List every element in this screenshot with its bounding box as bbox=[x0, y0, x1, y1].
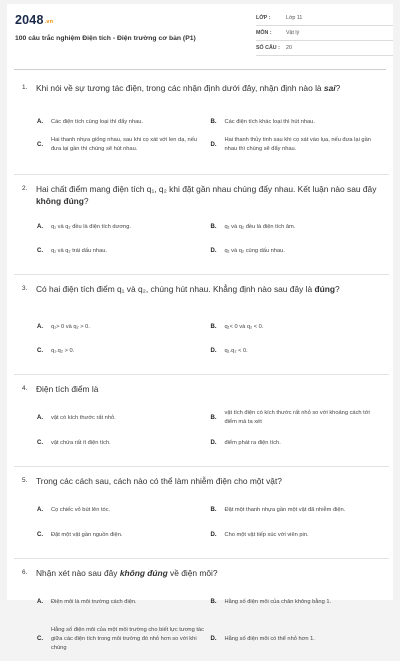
answer-options bbox=[37, 213, 384, 261]
option-label: D. bbox=[210, 635, 217, 642]
meta-row-subject: MÔN : Vật lý bbox=[256, 26, 393, 41]
question-stem bbox=[22, 82, 384, 112]
question-text-main: Điện tích điểm là bbox=[36, 384, 99, 394]
answer-options bbox=[37, 495, 384, 545]
answer-options bbox=[37, 313, 384, 361]
answer-option-c[interactable] bbox=[37, 132, 211, 158]
question-1 bbox=[22, 82, 384, 158]
option-text: q₁.q₂ > 0. bbox=[51, 347, 75, 354]
option-label: C. bbox=[37, 347, 43, 354]
option-label: D. bbox=[210, 247, 217, 254]
question-text-emphasis: không đúng bbox=[119, 568, 168, 578]
option-label: A. bbox=[37, 323, 43, 330]
site-logo[interactable]: 2048.vn bbox=[15, 13, 54, 27]
meta-row-class: LỚP : Lớp 11 bbox=[256, 11, 393, 26]
question-spacer bbox=[22, 545, 384, 558]
option-text: Các điện tích khác loại thì hút nhau. bbox=[224, 118, 315, 125]
question-spacer bbox=[22, 467, 384, 475]
question-text bbox=[36, 183, 384, 213]
answer-option-a[interactable] bbox=[37, 213, 211, 241]
option-row bbox=[37, 313, 384, 341]
option-row bbox=[37, 495, 384, 525]
question-text-main: Nhận xét nào sau đây bbox=[36, 568, 120, 578]
option-text: Cho một vật tiếp xúc với viên pin. bbox=[224, 531, 309, 538]
question-5 bbox=[22, 475, 384, 545]
worksheet-header bbox=[14, 4, 386, 70]
question-text bbox=[36, 82, 340, 112]
question-text bbox=[36, 475, 282, 495]
option-label: D. bbox=[210, 531, 217, 538]
option-text: Cọ chiếc vỏ bút lên tóc. bbox=[51, 506, 111, 513]
question-spacer bbox=[22, 275, 384, 283]
option-row bbox=[37, 241, 384, 261]
question-stem bbox=[22, 567, 384, 587]
answer-option-b[interactable] bbox=[211, 213, 385, 241]
option-label: D. bbox=[210, 347, 217, 354]
option-text: Hai thanh nhựa giống nhau, sau khi cọ xát với len dạ, nếu đưa lại gần thì chúng sẽ hút nhau. bbox=[51, 137, 198, 152]
option-row bbox=[37, 112, 384, 132]
answer-option-d[interactable] bbox=[211, 132, 385, 158]
option-row bbox=[37, 433, 384, 453]
answer-option-b[interactable] bbox=[211, 495, 385, 525]
question-stem bbox=[22, 183, 384, 213]
option-text: q₁< 0 và q₂ < 0. bbox=[224, 323, 264, 330]
option-row bbox=[37, 341, 384, 361]
option-text: q₁ và q₂ cùng dấu nhau. bbox=[224, 247, 285, 254]
answer-option-d[interactable] bbox=[211, 433, 385, 453]
question-text-emphasis: sai bbox=[323, 83, 336, 93]
option-label: C. bbox=[37, 439, 43, 446]
option-text: q₁> 0 và q₂ > 0. bbox=[51, 323, 90, 330]
option-text: q₁.q₂ < 0. bbox=[224, 347, 248, 354]
option-text: Đặt một thanh nhựa gần một vật đã nhiễm điện. bbox=[224, 506, 346, 513]
answer-option-d[interactable] bbox=[211, 341, 385, 361]
option-label: A. bbox=[37, 598, 43, 605]
question-text-emphasis: không đúng bbox=[36, 196, 84, 206]
option-label: B. bbox=[210, 414, 217, 421]
question-spacer bbox=[22, 559, 384, 567]
answer-option-c[interactable] bbox=[37, 241, 211, 261]
option-label: B. bbox=[210, 223, 217, 230]
option-text: vật tích điện có kích thước rất nhỏ so với khoảng cách tới điểm mà ta xét bbox=[224, 410, 370, 425]
question-2 bbox=[22, 183, 384, 261]
option-label: A. bbox=[37, 506, 43, 513]
question-list bbox=[22, 82, 384, 661]
question-6 bbox=[22, 567, 384, 661]
question-text-end: về điện môi? bbox=[167, 568, 218, 578]
question-text-main: Trong các cách sau, cách nào có thể làm nhiễm điện cho một vật? bbox=[36, 476, 282, 486]
question-stem bbox=[22, 283, 384, 313]
option-label: B. bbox=[210, 506, 217, 513]
question-stem bbox=[22, 475, 384, 495]
question-number: 5. bbox=[22, 477, 28, 484]
answer-option-d[interactable] bbox=[211, 241, 385, 261]
answer-options bbox=[37, 587, 384, 661]
answer-option-a[interactable] bbox=[37, 313, 211, 341]
answer-option-c[interactable] bbox=[37, 341, 211, 361]
answer-option-d[interactable] bbox=[211, 617, 385, 661]
option-row bbox=[37, 213, 384, 241]
option-text: Các điện tích cùng loại thì đẩy nhau. bbox=[51, 118, 144, 125]
answer-option-b[interactable] bbox=[211, 587, 385, 617]
answer-option-b[interactable] bbox=[211, 112, 385, 132]
question-3 bbox=[22, 283, 384, 361]
answer-options bbox=[37, 403, 384, 453]
option-text: Hằng số điện môi của chân không bằng 1. bbox=[224, 598, 332, 605]
question-number: 6. bbox=[22, 569, 28, 576]
option-label: A. bbox=[37, 223, 43, 230]
question-text bbox=[36, 567, 218, 587]
answer-option-a[interactable] bbox=[37, 403, 211, 433]
question-spacer bbox=[22, 261, 384, 274]
answer-option-c[interactable] bbox=[37, 433, 211, 453]
question-spacer bbox=[22, 453, 384, 466]
option-row bbox=[37, 132, 384, 158]
answer-option-d[interactable] bbox=[211, 525, 385, 545]
option-text: Hai thanh thủy tinh sau khi cọ xát vào lụa, nếu đưa lại gần nhau thì chúng sẽ đẩy nhau. bbox=[224, 137, 371, 152]
option-label: D. bbox=[210, 141, 217, 148]
question-text bbox=[36, 383, 98, 403]
option-text: vật có kích thước rất nhỏ. bbox=[51, 414, 116, 421]
option-text: Hằng số điện môi có thể nhỏ hơn 1. bbox=[224, 635, 315, 642]
option-text: q₁ và q₂ trái dấu nhau. bbox=[51, 247, 107, 254]
question-text-end: ? bbox=[83, 196, 89, 206]
option-label: C. bbox=[37, 531, 43, 538]
answer-option-a[interactable] bbox=[37, 587, 211, 617]
question-text-end: ? bbox=[335, 83, 341, 93]
answer-option-b[interactable] bbox=[211, 403, 385, 433]
option-label: A. bbox=[37, 118, 43, 125]
option-text: Đặt một vật gần nguồn điện. bbox=[51, 531, 123, 538]
option-label: B. bbox=[210, 118, 217, 125]
option-row bbox=[37, 587, 384, 617]
meta-row-question-count: SỐ CÂU : 20 bbox=[256, 41, 393, 56]
question-number: 3. bbox=[22, 285, 28, 292]
answer-option-b[interactable] bbox=[211, 313, 385, 341]
option-label: A. bbox=[37, 414, 43, 421]
question-text-emphasis: đúng bbox=[314, 284, 335, 294]
document-title: 100 câu trắc nghiệm Điện tích - Điện trường cơ bản (P1) bbox=[15, 35, 196, 42]
question-text-main: Có hai điện tích điểm q₁ và q₂, chúng hút nhau. Khẳng định nào sau đây là bbox=[36, 284, 315, 294]
answer-option-c[interactable] bbox=[37, 617, 211, 661]
question-spacer bbox=[22, 158, 384, 174]
question-stem bbox=[22, 383, 384, 403]
question-text bbox=[36, 283, 340, 313]
option-label: B. bbox=[210, 323, 217, 330]
question-number: 2. bbox=[22, 185, 28, 192]
option-row bbox=[37, 403, 384, 433]
meta-table bbox=[256, 11, 393, 56]
option-row bbox=[37, 617, 384, 661]
question-text-main: Khi nói về sự tương tác điện, trong các nhận định dưới đây, nhận định nào là bbox=[36, 83, 324, 93]
answer-option-a[interactable] bbox=[37, 495, 211, 525]
option-text: Điện môi là môi trường cách điện. bbox=[51, 598, 137, 605]
question-number: 1. bbox=[22, 84, 28, 91]
question-spacer bbox=[22, 375, 384, 383]
option-label: C. bbox=[37, 141, 43, 148]
question-text-end: ? bbox=[334, 284, 340, 294]
option-label: D. bbox=[210, 439, 217, 446]
option-text: Hằng số điện môi của một môi trường cho biết lực tương tác giữa các điện tích trong môi trường đó nhỏ hơn so với khi chúng bbox=[51, 626, 204, 651]
option-text: vật chứa rất ít điện tích. bbox=[51, 439, 111, 446]
question-spacer bbox=[22, 361, 384, 374]
option-label: C. bbox=[37, 247, 43, 254]
option-row bbox=[37, 525, 384, 545]
option-label: C. bbox=[37, 635, 43, 642]
question-number: 4. bbox=[22, 385, 28, 392]
option-text: q₁ và q₂ đều là điện tích dương. bbox=[51, 223, 131, 230]
worksheet-page bbox=[7, 4, 393, 651]
option-label: B. bbox=[210, 598, 217, 605]
question-text-main: Hai chất điểm mang điện tích q₁, q₂ khi đặt gần nhau chúng đẩy nhau. Kết luận nào sau đây bbox=[36, 184, 377, 194]
answer-option-c[interactable] bbox=[37, 525, 211, 545]
option-text: điểm phát ra điện tích. bbox=[224, 439, 281, 446]
option-text: q₁ và q₂ đều là điện tích âm. bbox=[224, 223, 296, 230]
answer-option-a[interactable] bbox=[37, 112, 211, 132]
question-4 bbox=[22, 383, 384, 453]
answer-options bbox=[37, 112, 384, 158]
question-spacer bbox=[22, 175, 384, 183]
